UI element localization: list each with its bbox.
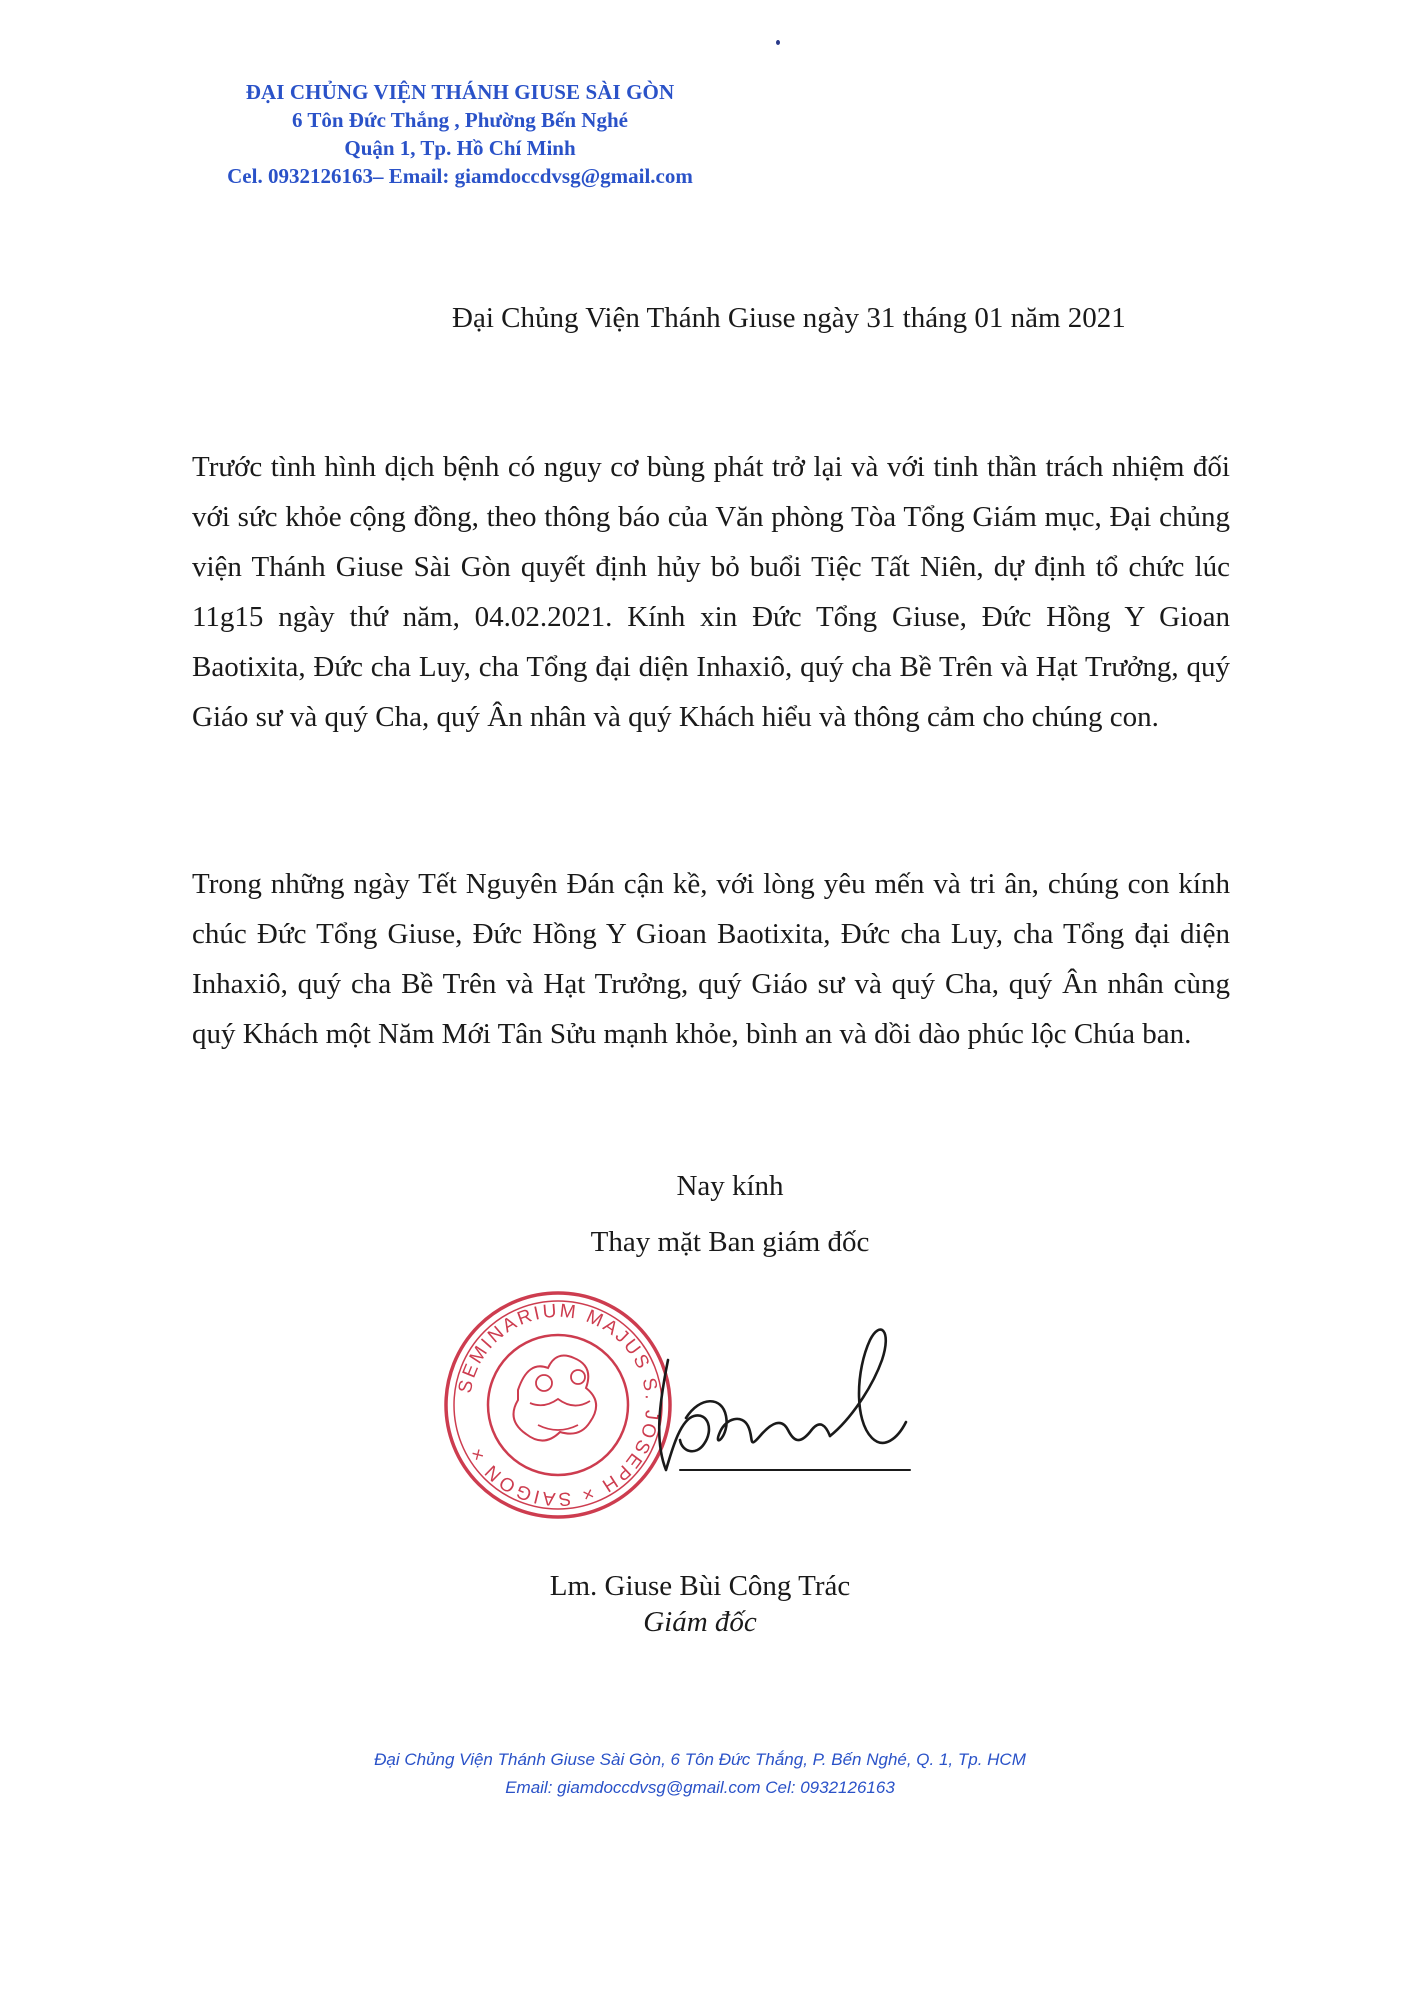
footer-contact: Email: giamdoccdvsg@gmail.com Cel: 0932126163	[505, 1778, 895, 1797]
letterhead-name: ĐẠI CHỦNG VIỆN THÁNH GIUSE SÀI GÒN	[245, 80, 675, 104]
closing-greeting: Nay kính	[676, 1170, 784, 1202]
body-paragraph-2: Trong những ngày Tết Nguyên Đán cận kề, với lòng yêu mến và tri ân, chúng con kính chúc Đức Tổng Giuse, Đức Hồng Y Gioan Baotixita, Đức cha Luy, cha Tổng đại diện Inhaxiô, quý cha Bề Trên và Hạt Trưởng, quý Giáo sư và quý Cha, quý Ân nhân cùng quý Khách một Năm Mới Tân Sửu mạnh khỏe, bình an và dồi dào phúc lộc Chúa ban.	[192, 868, 1230, 1050]
seal-text: SEMINARIUM MAJUS S. JOSEPH × SAIGON ×	[454, 1300, 663, 1510]
date-line: Đại Chủng Viện Thánh Giuse ngày 31 tháng 01 năm 2021	[452, 302, 1126, 334]
letterhead-address-1: 6 Tôn Đức Thắng , Phường Bến Nghé	[292, 108, 628, 132]
signer-title: Giám đốc	[643, 1606, 757, 1638]
footer-address: Đại Chủng Viện Thánh Giuse Sài Gòn, 6 Tôn Đức Thắng, P. Bến Nghé, Q. 1, Tp. HCM	[374, 1750, 1026, 1769]
letterhead	[150, 78, 770, 190]
letterhead-contact: Cel. 0932126163– Email: giamdoccdvsg@gmail.com	[227, 164, 693, 188]
closing-on-behalf: Thay mặt Ban giám đốc	[590, 1226, 870, 1258]
body-paragraph-1: Trước tình hình dịch bệnh có nguy cơ bùng phát trở lại và với tinh thần trách nhiệm đối với sức khỏe cộng đồng, theo thông báo của Văn phòng Tòa Tổng Giám mục, Đại chủng viện Thánh Giuse Sài Gòn quyết định hủy bỏ buổi Tiệc Tất Niên, dự định tổ chức lúc 11g15 ngày thứ năm, 04.02.2021. Kính xin Đức Tổng Giuse, Đức Hồng Y Gioan Baotixita, Đức cha Luy, cha Tổng đại diện Inhaxiô, quý cha Bề Trên và Hạt Trưởng, quý Giáo sư và quý Cha, quý Ân nhân và quý Khách hiểu và thông cảm cho chúng con.	[192, 451, 1230, 733]
letterhead-address-2: Quận 1, Tp. Hồ Chí Minh	[344, 136, 576, 160]
signer-name: Lm. Giuse Bùi Công Trác	[549, 1570, 851, 1602]
scan-speck	[776, 40, 780, 45]
director-signature	[620, 1300, 930, 1490]
